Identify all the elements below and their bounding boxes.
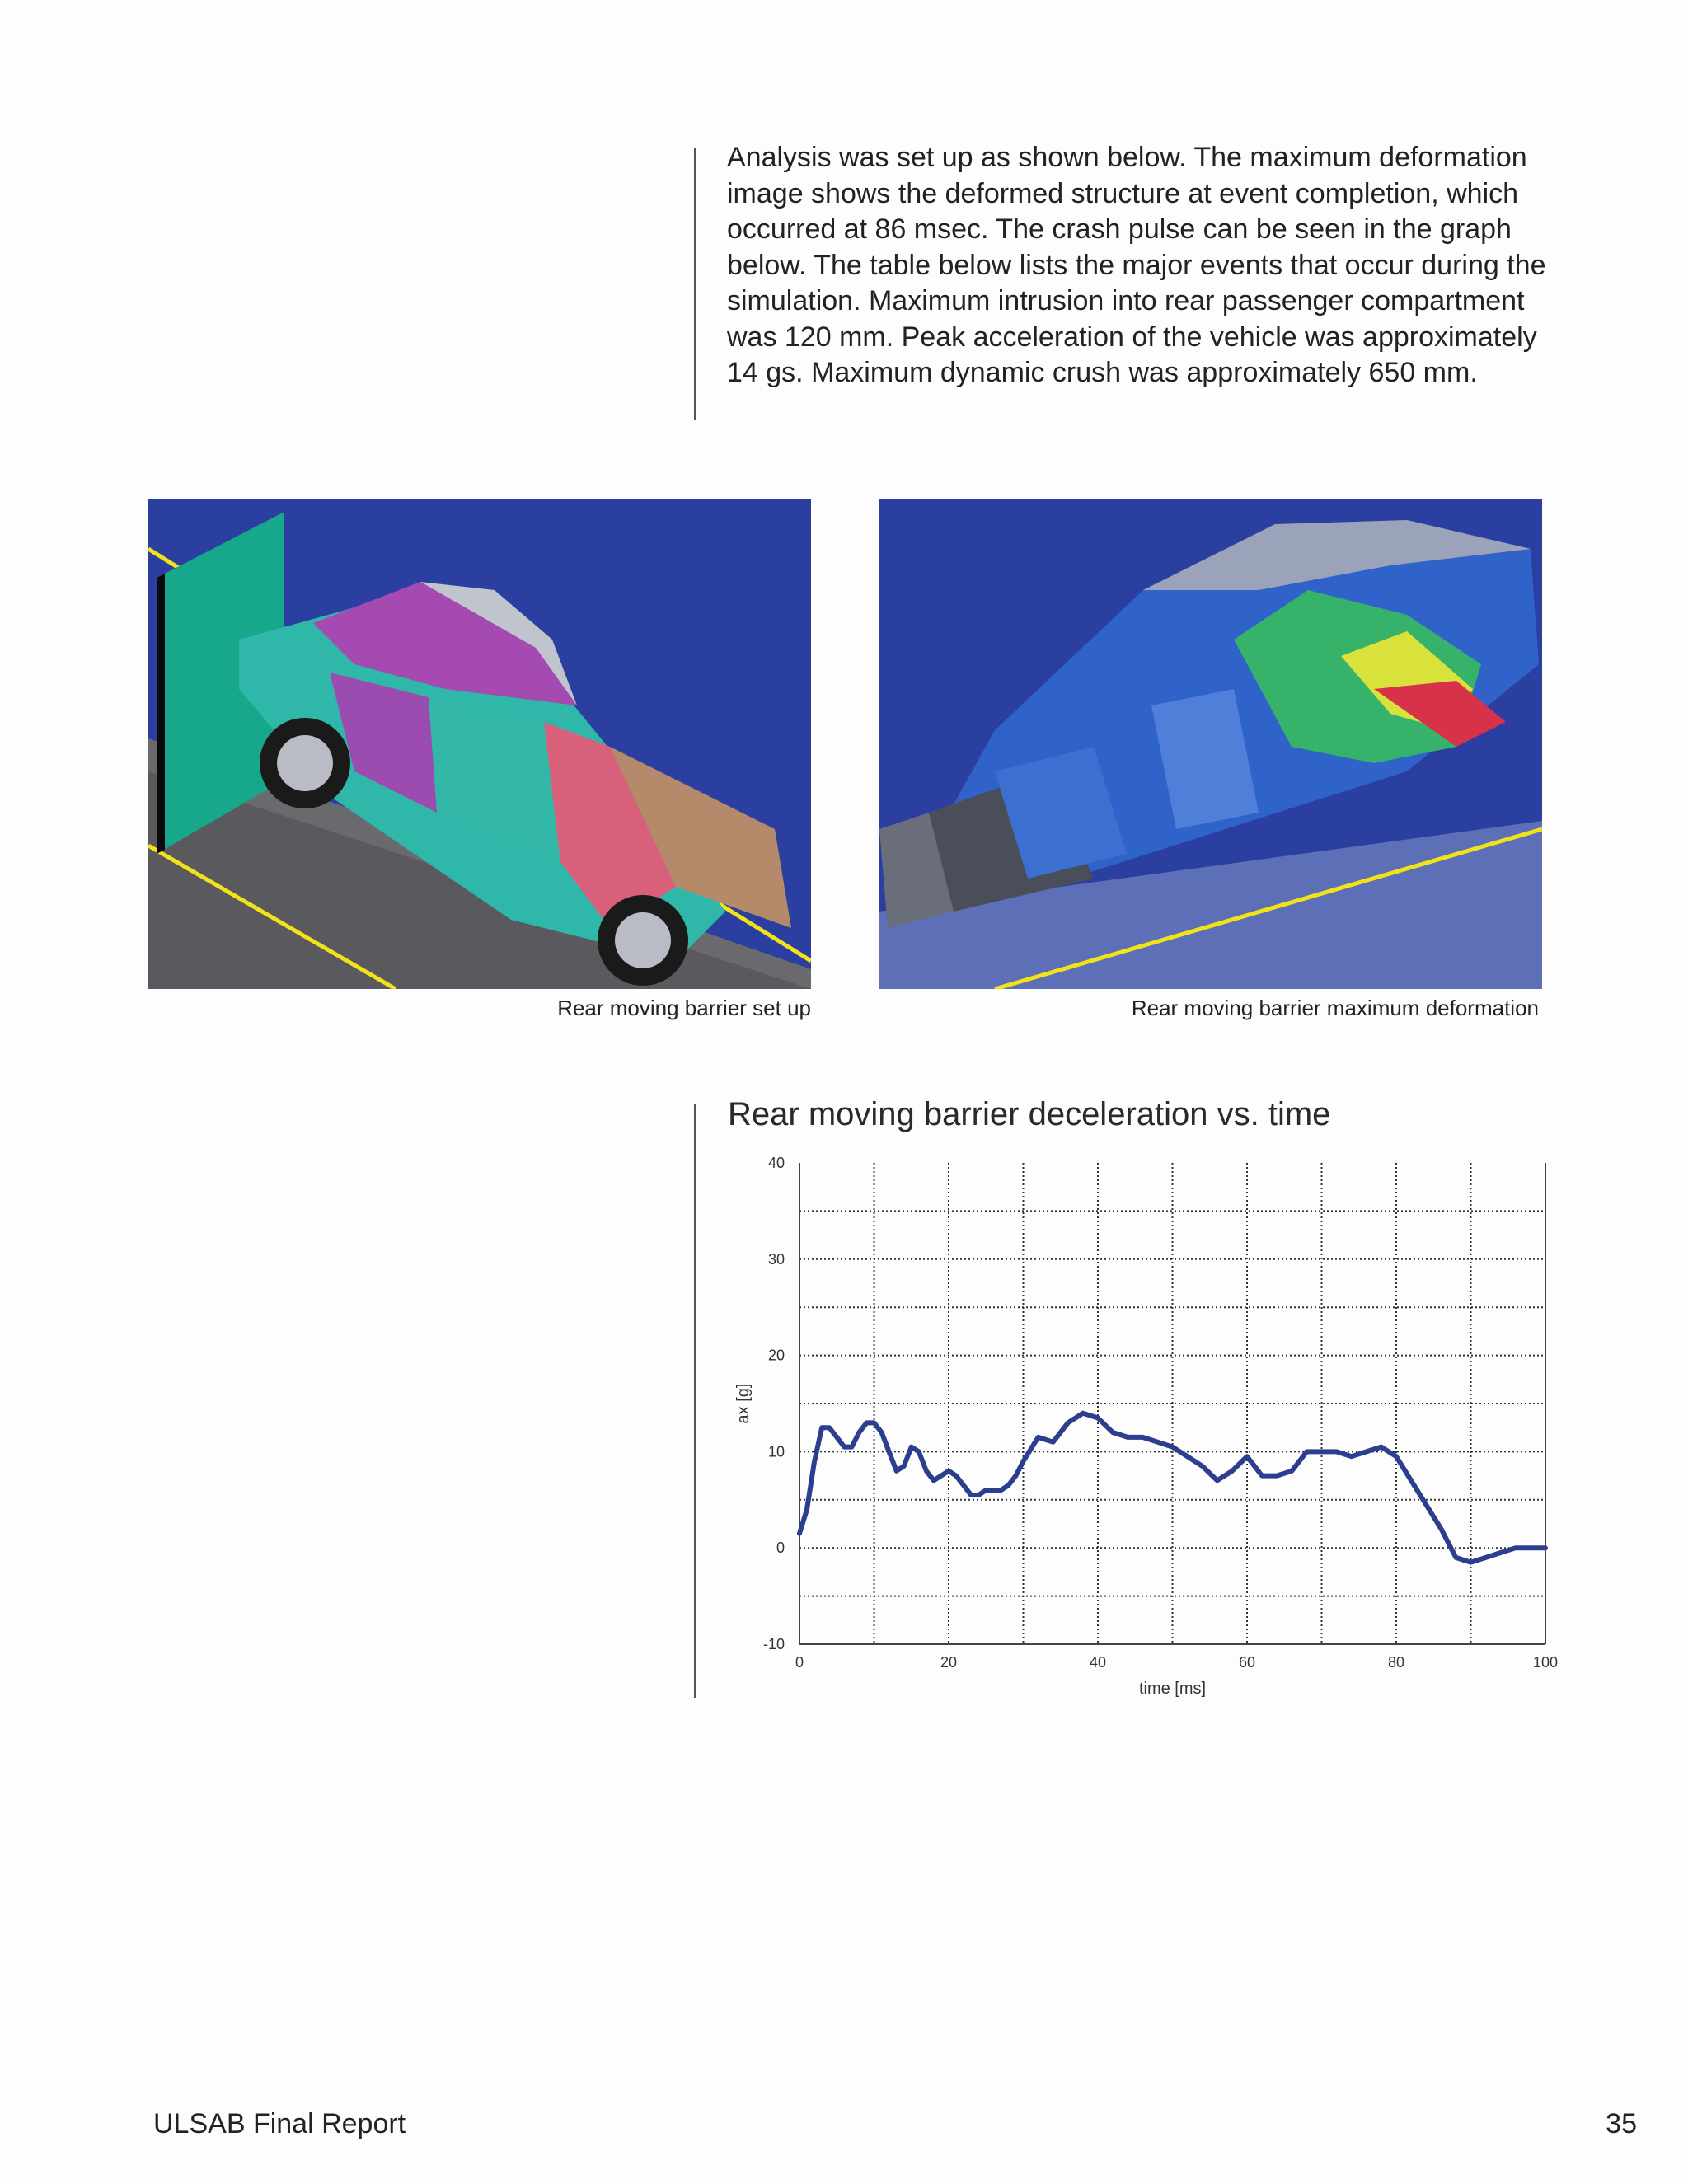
x-tick-label: 60	[1238, 1654, 1256, 1671]
x-tick-label: 0	[795, 1654, 804, 1671]
x-tick-label: 40	[1089, 1654, 1107, 1671]
setup-caption: Rear moving barrier set up	[557, 996, 811, 1020]
intro-paragraph: Analysis was set up as shown below. The maximum deformation image shows the deformed structure at event completion, which occurred at 86 msec. The crash pulse can be seen in the graph below. The table below lists the major events that occur during the simulation. Maximum intrusion into rear passenger compartment was 120 mm. Peak acceleration of the vehicle was approximately 14 gs. Maximum dynamic crush was approximately 650 mm.	[727, 142, 1546, 388]
y-tick-label: 40	[767, 1155, 785, 1171]
y-tick-label: 30	[767, 1250, 785, 1268]
x-tick-label: 100	[1532, 1654, 1559, 1671]
x-tick-label: 20	[940, 1654, 958, 1671]
y-axis-label: ax [g]	[734, 1383, 753, 1424]
deceleration-chart-svg	[725, 1150, 1566, 1710]
y-tick-label: 0	[776, 1540, 785, 1557]
chart-divider-rule	[694, 1104, 696, 1698]
x-axis-label: time [ms]	[1138, 1680, 1207, 1698]
y-tick-label: 10	[767, 1443, 785, 1460]
y-tick-label: 20	[767, 1347, 785, 1364]
deformation-caption: Rear moving barrier maximum deformation	[1131, 996, 1539, 1020]
footer-page-number: 35	[1606, 2108, 1637, 2139]
text-divider-rule	[694, 148, 696, 420]
x-tick-label: 80	[1387, 1654, 1405, 1671]
barrier-deformation-image	[879, 499, 1542, 989]
barrier-setup-image	[148, 499, 811, 989]
chart-title: Rear moving barrier deceleration vs. time	[728, 1096, 1331, 1132]
deceleration-chart	[725, 1150, 1566, 1710]
footer-report-title: ULSAB Final Report	[153, 2108, 406, 2139]
y-tick-label: -10	[762, 1636, 785, 1652]
